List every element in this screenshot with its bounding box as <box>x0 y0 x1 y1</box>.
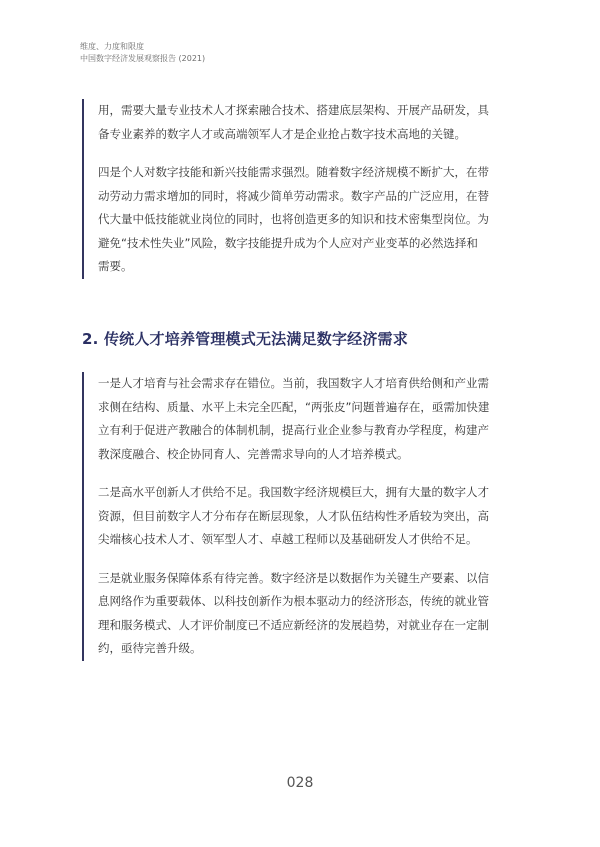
text-line: 备专业素养的数字人才或高端领军人才是企业抢占数字技术高地的关键。 <box>98 126 466 141</box>
paragraph <box>98 372 489 466</box>
text-line: 资源，但目前数字人才分布存在断层现象，人才队伍结构性矛盾较为突出，高 <box>98 508 489 523</box>
text-line: 避免“技术性失业”风险，数字技能提升成为个人应对产业变革的必然选择和 <box>98 235 478 250</box>
text-line: 需要。 <box>98 259 133 273</box>
text-line: 用，需要大量专业技术人才探索融合技术、搭建底层架构、开展产品研发，具 <box>98 103 489 117</box>
section-heading: 2. 传统人才培养管理模式无法满足数字经济需求 <box>82 330 408 348</box>
paragraph <box>98 99 489 146</box>
text-block-2 <box>82 372 489 661</box>
header-line-2: 中国数字经济发展观察报告 (2021) <box>80 54 206 63</box>
text-line: 息网络作为重要载体、以科技创新作为根本驱动力的经济形态，传统的就业管 <box>98 594 489 608</box>
text-line: 四是个人对数字技能和新兴技能需求强烈。随着数字经济规模不断扩大，在带 <box>98 165 489 179</box>
text-block-1 <box>82 99 489 279</box>
paragraph <box>98 481 489 552</box>
text-line: 三是就业服务保障体系有待完善。数字经济是以数据作为关键生产要素、以信 <box>98 570 489 585</box>
text-line: 立有利于促进产教融合的体制机制，提高行业企业参与教育办学程度，构建产 <box>98 423 489 437</box>
text-line: 代大量中低技能就业岗位的同时，也将创造更多的知识和技术密集型岗位。为 <box>98 212 489 226</box>
paragraph <box>98 567 489 661</box>
page-number: 028 <box>286 775 314 791</box>
header-line-1: 维度、力度和限度 <box>80 42 144 51</box>
paragraph <box>98 161 489 279</box>
text-line: 一是人才培育与社会需求存在错位。当前，我国数字人才培育供给侧和产业需 <box>98 376 489 390</box>
text-line: 约，亟待完善升级。 <box>98 641 202 655</box>
text-line: 二是高水平创新人才供给不足。我国数字经济规模巨大，拥有大量的数字人才 <box>98 485 489 499</box>
text-line: 尖端核心技术人才、领军型人才、卓越工程师以及基础研发人才供给不足。 <box>98 532 478 546</box>
text-line: 教深度融合、校企协同育人、完善需求导向的人才培养模式。 <box>98 446 409 461</box>
running-header <box>80 41 205 65</box>
text-line: 求侧在结构、质量、水平上未完全匹配，“两张皮”问题普遍存在，亟需加快建 <box>98 399 490 414</box>
text-line: 理和服务模式、人才评价制度已不适应新经济的发展趋势，对就业存在一定制 <box>98 617 489 632</box>
text-line: 动劳动力需求增加的同时，将减少简单劳动需求。数字产品的广泛应用，在替 <box>98 188 489 203</box>
